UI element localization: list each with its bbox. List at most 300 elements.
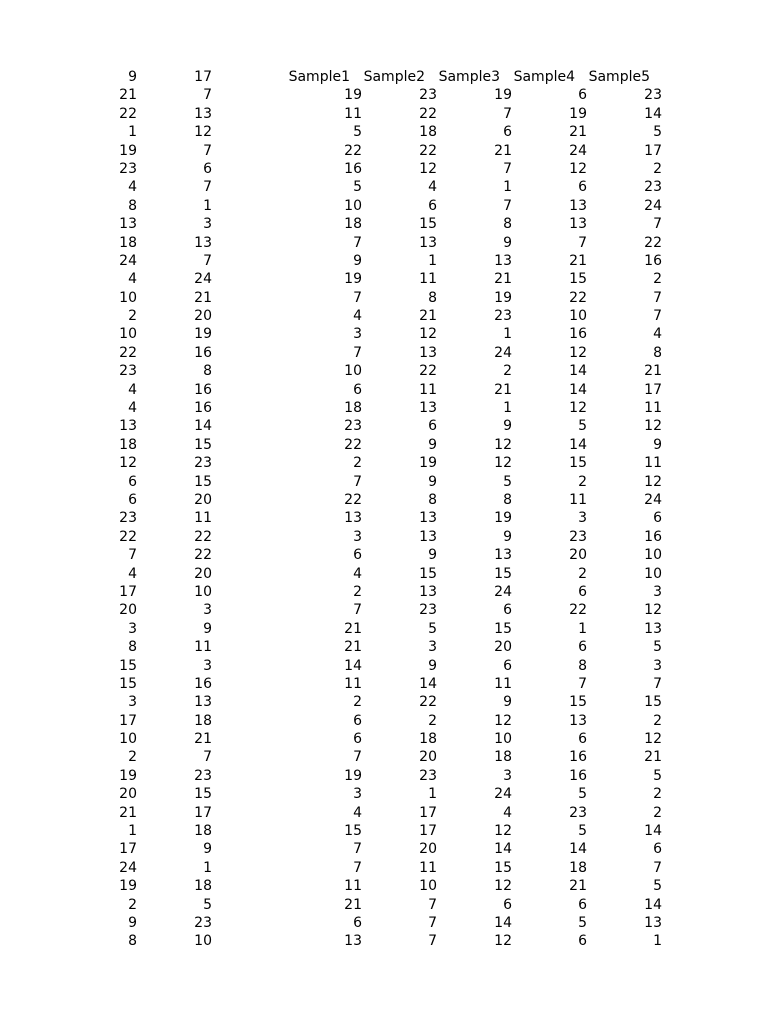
cell-sample3[interactable]: 20 <box>494 639 512 656</box>
cell-sample1[interactable]: 15 <box>344 823 362 840</box>
cell-sample3[interactable]: 6 <box>503 657 512 674</box>
cell-sample4[interactable]: 6 <box>578 933 587 950</box>
cell-col-a[interactable]: 18 <box>119 436 137 453</box>
cell-sample1[interactable]: 6 <box>353 731 362 748</box>
cell-col-b[interactable]: 15 <box>194 436 212 453</box>
cell-sample5[interactable]: 7 <box>653 308 662 325</box>
cell-sample3[interactable]: 6 <box>503 602 512 619</box>
cell-sample3[interactable]: 13 <box>494 547 512 564</box>
cell-col-a[interactable]: 24 <box>119 859 137 876</box>
cell-sample5[interactable]: 17 <box>644 142 662 159</box>
cell-col-a[interactable]: 19 <box>119 767 137 784</box>
cell-sample4[interactable]: 14 <box>569 436 587 453</box>
cell-sample2[interactable]: 20 <box>419 841 437 858</box>
cell-col-a[interactable]: 8 <box>128 197 137 214</box>
cell-sample1[interactable]: 3 <box>353 786 362 803</box>
cell-sample2[interactable]: 13 <box>419 510 437 527</box>
cell-sample3[interactable]: 9 <box>503 234 512 251</box>
cell-sample1[interactable]: 23 <box>344 418 362 435</box>
cell-sample2[interactable]: 13 <box>419 234 437 251</box>
cell-sample4[interactable]: 5 <box>578 914 587 931</box>
cell-sample5[interactable]: 12 <box>644 731 662 748</box>
cell-sample2[interactable]: 5 <box>428 620 437 637</box>
cell-col-b[interactable]: 16 <box>194 344 212 361</box>
cell-col-a[interactable]: 4 <box>128 400 137 417</box>
cell-sample4[interactable]: 6 <box>578 731 587 748</box>
cell-sample5[interactable]: 7 <box>653 859 662 876</box>
cell-sample2[interactable]: 4 <box>428 179 437 196</box>
cell-col-b[interactable]: 7 <box>203 179 212 196</box>
cell-sample1[interactable]: 19 <box>344 271 362 288</box>
cell-sample1[interactable]: 6 <box>353 547 362 564</box>
cell-col-b[interactable]: 1 <box>203 197 212 214</box>
cell-sample5[interactable]: 5 <box>653 767 662 784</box>
cell-col-b[interactable]: 13 <box>194 694 212 711</box>
cell-col-b[interactable]: 13 <box>194 234 212 251</box>
cell-col-b[interactable]: 12 <box>194 124 212 141</box>
cell-sample2[interactable]: 21 <box>419 308 437 325</box>
cell-sample1[interactable]: 9 <box>353 252 362 269</box>
cell-sample2[interactable]: 13 <box>419 528 437 545</box>
cell-sample1[interactable]: 7 <box>353 859 362 876</box>
cell-sample3[interactable]: 8 <box>503 491 512 508</box>
cell-col-a[interactable]: 22 <box>119 344 137 361</box>
cell-sample3[interactable]: 21 <box>494 142 512 159</box>
cell-sample5[interactable]: 23 <box>644 87 662 104</box>
cell-sample5[interactable]: 6 <box>653 841 662 858</box>
cell-sample5[interactable]: 7 <box>653 675 662 692</box>
cell-sample5[interactable]: 10 <box>644 547 662 564</box>
cell-sample4[interactable]: 6 <box>578 583 587 600</box>
cell-sample2[interactable]: 7 <box>428 914 437 931</box>
cell-sample5[interactable]: 7 <box>653 289 662 306</box>
cell-sample4[interactable]: 6 <box>578 179 587 196</box>
cell-sample4[interactable]: 5 <box>578 418 587 435</box>
cell-col-b[interactable]: 23 <box>194 455 212 472</box>
cell-col-b[interactable]: 22 <box>194 547 212 564</box>
cell-col-b[interactable]: 14 <box>194 418 212 435</box>
cell-sample1[interactable]: 14 <box>344 657 362 674</box>
cell-col-b[interactable]: 16 <box>194 400 212 417</box>
cell-sample2[interactable]: 13 <box>419 400 437 417</box>
cell-sample5[interactable]: 5 <box>653 124 662 141</box>
cell-col-b[interactable]: 21 <box>194 731 212 748</box>
cell-sample5[interactable]: 23 <box>644 179 662 196</box>
cell-sample2[interactable]: 18 <box>419 124 437 141</box>
header-sample1[interactable]: Sample1 <box>288 69 350 85</box>
header-sample3[interactable]: Sample3 <box>438 69 500 85</box>
cell-sample3[interactable]: 6 <box>503 896 512 913</box>
cell-sample1[interactable]: 13 <box>344 933 362 950</box>
cell-sample3[interactable]: 11 <box>494 675 512 692</box>
cell-col-a[interactable]: 10 <box>119 731 137 748</box>
cell-sample1[interactable]: 4 <box>353 308 362 325</box>
cell-sample1[interactable]: 18 <box>344 400 362 417</box>
cell-col-b[interactable]: 7 <box>203 749 212 766</box>
cell-col-b[interactable]: 23 <box>194 914 212 931</box>
cell-col-b[interactable]: 8 <box>203 363 212 380</box>
cell-sample4[interactable]: 14 <box>569 841 587 858</box>
cell-sample4[interactable]: 14 <box>569 381 587 398</box>
cell-sample1[interactable]: 22 <box>344 436 362 453</box>
cell-sample5[interactable]: 13 <box>644 620 662 637</box>
cell-sample2[interactable]: 1 <box>428 252 437 269</box>
cell-sample5[interactable]: 11 <box>644 455 662 472</box>
cell-col-a[interactable]: 3 <box>128 620 137 637</box>
cell-sample3[interactable]: 5 <box>503 473 512 490</box>
cell-sample2[interactable]: 22 <box>419 363 437 380</box>
cell-col-a[interactable]: 9 <box>128 914 137 931</box>
cell-sample5[interactable]: 16 <box>644 252 662 269</box>
cell-sample2[interactable]: 12 <box>419 326 437 343</box>
cell-sample1[interactable]: 11 <box>344 675 362 692</box>
cell-sample4[interactable]: 23 <box>569 804 587 821</box>
cell-col-b[interactable]: 20 <box>194 565 212 582</box>
cell-sample1[interactable]: 4 <box>353 565 362 582</box>
cell-sample5[interactable]: 24 <box>644 491 662 508</box>
cell-sample4[interactable]: 22 <box>569 289 587 306</box>
cell-sample3[interactable]: 3 <box>503 767 512 784</box>
cell-sample5[interactable]: 2 <box>653 160 662 177</box>
cell-col-a[interactable]: 2 <box>128 896 137 913</box>
cell-sample1[interactable]: 7 <box>353 289 362 306</box>
cell-col-b[interactable]: 3 <box>203 216 212 233</box>
cell-sample3[interactable]: 9 <box>503 528 512 545</box>
cell-col-a[interactable]: 19 <box>119 878 137 895</box>
cell-sample4[interactable]: 13 <box>569 712 587 729</box>
cell-col-b[interactable]: 3 <box>203 657 212 674</box>
cell-sample3[interactable]: 7 <box>503 160 512 177</box>
cell-sample4[interactable]: 21 <box>569 124 587 141</box>
cell-sample5[interactable]: 22 <box>644 234 662 251</box>
cell-col-a[interactable]: 10 <box>119 289 137 306</box>
cell-sample1[interactable]: 22 <box>344 491 362 508</box>
cell-sample2[interactable]: 9 <box>428 436 437 453</box>
cell-sample3[interactable]: 2 <box>503 363 512 380</box>
cell-sample4[interactable]: 2 <box>578 473 587 490</box>
cell-col-b[interactable]: 10 <box>194 583 212 600</box>
cell-sample2[interactable]: 11 <box>419 859 437 876</box>
cell-sample4[interactable]: 22 <box>569 602 587 619</box>
header-sample2[interactable]: Sample2 <box>363 69 425 85</box>
cell-col-a[interactable]: 17 <box>119 841 137 858</box>
cell-col-b[interactable]: 3 <box>203 602 212 619</box>
cell-sample5[interactable]: 2 <box>653 786 662 803</box>
cell-sample4[interactable]: 6 <box>578 639 587 656</box>
cell-col-a[interactable]: 20 <box>119 602 137 619</box>
cell-col-a[interactable]: 22 <box>119 105 137 122</box>
cell-sample1[interactable]: 21 <box>344 896 362 913</box>
cell-col-b[interactable]: 11 <box>194 639 212 656</box>
cell-col-a[interactable]: 18 <box>119 234 137 251</box>
cell-sample2[interactable]: 20 <box>419 749 437 766</box>
cell-sample3[interactable]: 18 <box>494 749 512 766</box>
cell-sample5[interactable]: 12 <box>644 602 662 619</box>
cell-sample5[interactable]: 5 <box>653 878 662 895</box>
cell-sample1[interactable]: 7 <box>353 602 362 619</box>
cell-sample2[interactable]: 13 <box>419 583 437 600</box>
cell-sample1[interactable]: 22 <box>344 142 362 159</box>
cell-col-a[interactable]: 13 <box>119 418 137 435</box>
cell-sample4[interactable]: 3 <box>578 510 587 527</box>
cell-sample3[interactable]: 19 <box>494 87 512 104</box>
cell-sample5[interactable]: 5 <box>653 639 662 656</box>
cell-sample5[interactable]: 14 <box>644 896 662 913</box>
cell-sample3[interactable]: 10 <box>494 731 512 748</box>
cell-sample5[interactable]: 21 <box>644 363 662 380</box>
cell-sample5[interactable]: 12 <box>644 473 662 490</box>
cell-col-b[interactable]: 15 <box>194 786 212 803</box>
cell-sample5[interactable]: 21 <box>644 749 662 766</box>
cell-col-a[interactable]: 23 <box>119 363 137 380</box>
cell-sample3[interactable]: 12 <box>494 712 512 729</box>
cell-sample5[interactable]: 10 <box>644 565 662 582</box>
cell-sample4[interactable]: 12 <box>569 400 587 417</box>
cell-sample5[interactable]: 14 <box>644 105 662 122</box>
cell-sample2[interactable]: 18 <box>419 731 437 748</box>
cell-sample5[interactable]: 4 <box>653 326 662 343</box>
cell-sample4[interactable]: 16 <box>569 767 587 784</box>
cell-sample1[interactable]: 7 <box>353 344 362 361</box>
cell-sample5[interactable]: 14 <box>644 823 662 840</box>
cell-sample4[interactable]: 6 <box>578 87 587 104</box>
cell-sample4[interactable]: 14 <box>569 363 587 380</box>
cell-sample1[interactable]: 7 <box>353 234 362 251</box>
cell-sample3[interactable]: 21 <box>494 271 512 288</box>
cell-sample1[interactable]: 18 <box>344 216 362 233</box>
cell-sample2[interactable]: 8 <box>428 289 437 306</box>
cell-sample5[interactable]: 3 <box>653 583 662 600</box>
cell-sample1[interactable]: 16 <box>344 160 362 177</box>
cell-sample4[interactable]: 7 <box>578 234 587 251</box>
cell-col-b[interactable]: 6 <box>203 160 212 177</box>
cell-sample1[interactable]: 21 <box>344 639 362 656</box>
cell-sample1[interactable]: 21 <box>344 620 362 637</box>
cell-a1[interactable]: 9 <box>128 69 137 85</box>
cell-sample4[interactable]: 11 <box>569 491 587 508</box>
cell-sample1[interactable]: 11 <box>344 105 362 122</box>
cell-sample3[interactable]: 7 <box>503 105 512 122</box>
cell-col-a[interactable]: 21 <box>119 804 137 821</box>
cell-sample5[interactable]: 9 <box>653 436 662 453</box>
cell-sample3[interactable]: 9 <box>503 418 512 435</box>
cell-sample1[interactable]: 3 <box>353 528 362 545</box>
cell-sample4[interactable]: 16 <box>569 326 587 343</box>
cell-sample5[interactable]: 11 <box>644 400 662 417</box>
cell-col-b[interactable]: 22 <box>194 528 212 545</box>
cell-sample2[interactable]: 9 <box>428 473 437 490</box>
cell-col-b[interactable]: 23 <box>194 767 212 784</box>
cell-sample2[interactable]: 10 <box>419 878 437 895</box>
cell-sample1[interactable]: 10 <box>344 197 362 214</box>
cell-sample5[interactable]: 6 <box>653 510 662 527</box>
cell-sample1[interactable]: 19 <box>344 87 362 104</box>
cell-sample4[interactable]: 24 <box>569 142 587 159</box>
cell-sample2[interactable]: 17 <box>419 804 437 821</box>
cell-col-a[interactable]: 8 <box>128 933 137 950</box>
cell-sample3[interactable]: 12 <box>494 933 512 950</box>
cell-sample3[interactable]: 7 <box>503 197 512 214</box>
cell-sample3[interactable]: 19 <box>494 510 512 527</box>
cell-sample4[interactable]: 13 <box>569 197 587 214</box>
cell-col-b[interactable]: 7 <box>203 252 212 269</box>
cell-sample3[interactable]: 21 <box>494 381 512 398</box>
cell-sample2[interactable]: 6 <box>428 418 437 435</box>
cell-sample4[interactable]: 1 <box>578 620 587 637</box>
cell-sample4[interactable]: 20 <box>569 547 587 564</box>
cell-col-b[interactable]: 20 <box>194 491 212 508</box>
cell-sample2[interactable]: 11 <box>419 271 437 288</box>
cell-sample3[interactable]: 14 <box>494 841 512 858</box>
cell-sample5[interactable]: 12 <box>644 418 662 435</box>
cell-sample3[interactable]: 1 <box>503 179 512 196</box>
cell-sample3[interactable]: 23 <box>494 308 512 325</box>
cell-sample4[interactable]: 5 <box>578 823 587 840</box>
cell-col-b[interactable]: 10 <box>194 933 212 950</box>
cell-sample5[interactable]: 13 <box>644 914 662 931</box>
cell-sample3[interactable]: 24 <box>494 786 512 803</box>
cell-sample5[interactable]: 24 <box>644 197 662 214</box>
cell-col-b[interactable]: 16 <box>194 675 212 692</box>
cell-sample2[interactable]: 23 <box>419 767 437 784</box>
cell-sample1[interactable]: 2 <box>353 694 362 711</box>
cell-sample2[interactable]: 22 <box>419 694 437 711</box>
cell-sample4[interactable]: 15 <box>569 455 587 472</box>
cell-b1[interactable]: 17 <box>194 69 212 85</box>
cell-sample3[interactable]: 12 <box>494 455 512 472</box>
cell-sample4[interactable]: 19 <box>569 105 587 122</box>
cell-sample1[interactable]: 10 <box>344 363 362 380</box>
cell-col-a[interactable]: 4 <box>128 179 137 196</box>
cell-sample5[interactable]: 8 <box>653 344 662 361</box>
cell-col-b[interactable]: 17 <box>194 804 212 821</box>
cell-sample2[interactable]: 9 <box>428 547 437 564</box>
cell-sample3[interactable]: 15 <box>494 565 512 582</box>
cell-col-a[interactable]: 4 <box>128 565 137 582</box>
cell-col-b[interactable]: 20 <box>194 308 212 325</box>
cell-sample2[interactable]: 7 <box>428 933 437 950</box>
cell-col-a[interactable]: 1 <box>128 124 137 141</box>
cell-col-b[interactable]: 24 <box>194 271 212 288</box>
cell-col-a[interactable]: 17 <box>119 712 137 729</box>
cell-sample4[interactable]: 15 <box>569 694 587 711</box>
cell-col-b[interactable]: 18 <box>194 878 212 895</box>
cell-col-b[interactable]: 18 <box>194 823 212 840</box>
cell-sample1[interactable]: 4 <box>353 804 362 821</box>
cell-sample5[interactable]: 1 <box>653 933 662 950</box>
cell-sample2[interactable]: 19 <box>419 455 437 472</box>
cell-col-a[interactable]: 13 <box>119 216 137 233</box>
cell-col-a[interactable]: 22 <box>119 528 137 545</box>
cell-sample4[interactable]: 5 <box>578 786 587 803</box>
cell-sample4[interactable]: 13 <box>569 216 587 233</box>
cell-col-b[interactable]: 9 <box>203 841 212 858</box>
cell-sample5[interactable]: 15 <box>644 694 662 711</box>
cell-col-b[interactable]: 18 <box>194 712 212 729</box>
cell-sample2[interactable]: 7 <box>428 896 437 913</box>
cell-sample2[interactable]: 22 <box>419 142 437 159</box>
cell-sample2[interactable]: 9 <box>428 657 437 674</box>
cell-col-a[interactable]: 3 <box>128 694 137 711</box>
cell-sample5[interactable]: 2 <box>653 271 662 288</box>
cell-sample2[interactable]: 14 <box>419 675 437 692</box>
cell-sample4[interactable]: 7 <box>578 675 587 692</box>
header-sample4[interactable]: Sample4 <box>513 69 575 85</box>
cell-sample3[interactable]: 24 <box>494 344 512 361</box>
cell-col-a[interactable]: 15 <box>119 675 137 692</box>
cell-sample3[interactable]: 12 <box>494 823 512 840</box>
cell-sample1[interactable]: 7 <box>353 841 362 858</box>
cell-sample2[interactable]: 3 <box>428 639 437 656</box>
cell-sample1[interactable]: 7 <box>353 473 362 490</box>
cell-sample3[interactable]: 8 <box>503 216 512 233</box>
cell-col-a[interactable]: 19 <box>119 142 137 159</box>
cell-col-a[interactable]: 21 <box>119 87 137 104</box>
cell-sample3[interactable]: 15 <box>494 620 512 637</box>
cell-sample1[interactable]: 11 <box>344 878 362 895</box>
cell-sample4[interactable]: 23 <box>569 528 587 545</box>
cell-sample1[interactable]: 2 <box>353 583 362 600</box>
cell-sample3[interactable]: 19 <box>494 289 512 306</box>
cell-sample3[interactable]: 12 <box>494 878 512 895</box>
cell-sample2[interactable]: 15 <box>419 565 437 582</box>
cell-col-b[interactable]: 7 <box>203 142 212 159</box>
cell-col-a[interactable]: 17 <box>119 583 137 600</box>
cell-sample4[interactable]: 10 <box>569 308 587 325</box>
cell-sample2[interactable]: 8 <box>428 491 437 508</box>
cell-col-a[interactable]: 8 <box>128 639 137 656</box>
cell-sample3[interactable]: 9 <box>503 694 512 711</box>
cell-col-a[interactable]: 23 <box>119 510 137 527</box>
cell-col-a[interactable]: 1 <box>128 823 137 840</box>
cell-sample2[interactable]: 22 <box>419 105 437 122</box>
cell-sample3[interactable]: 15 <box>494 859 512 876</box>
cell-sample2[interactable]: 15 <box>419 216 437 233</box>
cell-sample1[interactable]: 13 <box>344 510 362 527</box>
cell-sample5[interactable]: 2 <box>653 712 662 729</box>
cell-sample4[interactable]: 21 <box>569 878 587 895</box>
cell-col-b[interactable]: 16 <box>194 381 212 398</box>
cell-sample1[interactable]: 7 <box>353 749 362 766</box>
cell-sample4[interactable]: 2 <box>578 565 587 582</box>
cell-col-a[interactable]: 4 <box>128 271 137 288</box>
cell-col-b[interactable]: 11 <box>194 510 212 527</box>
cell-col-b[interactable]: 19 <box>194 326 212 343</box>
cell-col-a[interactable]: 10 <box>119 326 137 343</box>
cell-sample4[interactable]: 18 <box>569 859 587 876</box>
cell-sample4[interactable]: 16 <box>569 749 587 766</box>
cell-col-b[interactable]: 5 <box>203 896 212 913</box>
cell-sample1[interactable]: 6 <box>353 712 362 729</box>
cell-col-b[interactable]: 15 <box>194 473 212 490</box>
cell-col-a[interactable]: 6 <box>128 473 137 490</box>
cell-col-b[interactable]: 7 <box>203 87 212 104</box>
cell-col-a[interactable]: 24 <box>119 252 137 269</box>
cell-col-a[interactable]: 4 <box>128 381 137 398</box>
cell-col-a[interactable]: 2 <box>128 308 137 325</box>
cell-sample2[interactable]: 12 <box>419 160 437 177</box>
cell-sample3[interactable]: 4 <box>503 804 512 821</box>
cell-sample1[interactable]: 5 <box>353 179 362 196</box>
cell-sample2[interactable]: 23 <box>419 602 437 619</box>
cell-sample1[interactable]: 3 <box>353 326 362 343</box>
cell-col-b[interactable]: 13 <box>194 105 212 122</box>
cell-sample5[interactable]: 3 <box>653 657 662 674</box>
cell-col-a[interactable]: 20 <box>119 786 137 803</box>
cell-col-b[interactable]: 1 <box>203 859 212 876</box>
cell-col-a[interactable]: 2 <box>128 749 137 766</box>
cell-sample2[interactable]: 13 <box>419 344 437 361</box>
